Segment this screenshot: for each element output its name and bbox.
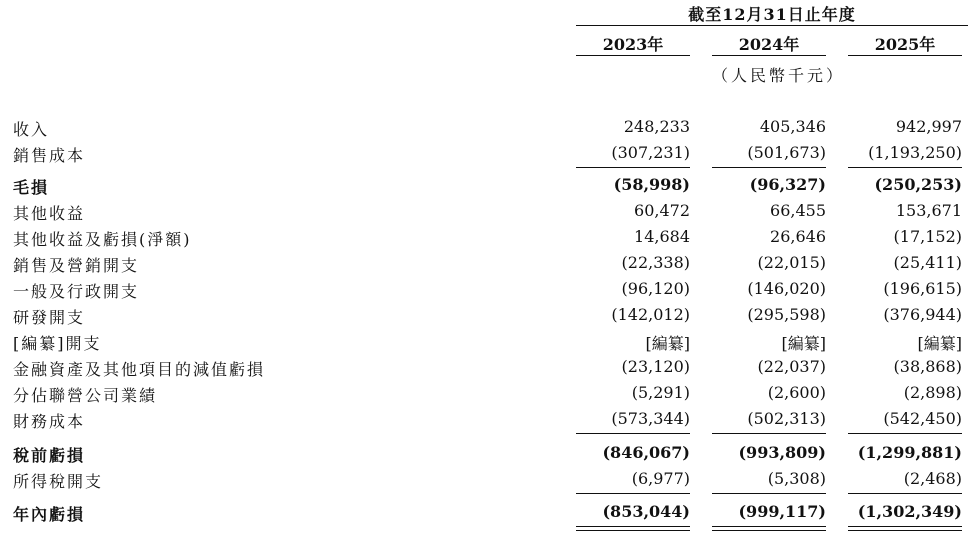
year-2025-rule bbox=[848, 55, 962, 56]
value-2024: (993,809) bbox=[738, 443, 826, 462]
row-label: 毛損 bbox=[13, 178, 50, 197]
value-2024: [編纂] bbox=[781, 334, 826, 353]
subtotal-rule bbox=[576, 167, 690, 168]
value-2023: (853,044) bbox=[602, 502, 690, 521]
value-2023: (96,120) bbox=[621, 279, 690, 298]
row-label: 銷售及營銷開支 bbox=[13, 256, 140, 275]
row-label: 財務成本 bbox=[13, 412, 86, 431]
value-2025: (1,193,250) bbox=[868, 143, 962, 162]
value-2024: (501,673) bbox=[747, 143, 826, 162]
value-2023: 60,472 bbox=[634, 201, 690, 220]
row-loss-before-tax bbox=[0, 443, 974, 469]
value-2024: (2,600) bbox=[767, 383, 826, 402]
currency-unit: （人民幣千元） bbox=[712, 66, 846, 85]
row-label: 其他收益及虧損(淨額) bbox=[13, 230, 192, 249]
row-label: 年內虧損 bbox=[13, 505, 86, 524]
value-2025: (376,944) bbox=[883, 305, 962, 324]
row-other-gains-losses bbox=[0, 227, 974, 253]
subtotal-rule bbox=[848, 493, 962, 494]
value-2023: (307,231) bbox=[611, 143, 690, 162]
year-2023-rule bbox=[576, 55, 690, 56]
value-2023: (142,012) bbox=[611, 305, 690, 324]
row-admin-expenses bbox=[0, 279, 974, 305]
row-label: 銷售成本 bbox=[13, 146, 86, 165]
row-cost-of-sales bbox=[0, 143, 974, 169]
subtotal-rule bbox=[576, 433, 690, 434]
row-impairment-losses bbox=[0, 357, 974, 383]
total-double-rule bbox=[848, 526, 962, 531]
row-label: 所得稅開支 bbox=[13, 472, 104, 491]
total-double-rule bbox=[576, 526, 690, 531]
value-2023: 14,684 bbox=[634, 227, 690, 246]
value-2025: (2,468) bbox=[903, 469, 962, 488]
value-2025: 153,671 bbox=[895, 201, 962, 220]
value-2025: (1,299,881) bbox=[857, 443, 962, 462]
value-2023: (22,338) bbox=[621, 253, 690, 272]
period-title: 截至12月31日止年度 bbox=[688, 5, 856, 24]
value-2023: (23,120) bbox=[621, 357, 690, 376]
value-2025: [編纂] bbox=[917, 334, 962, 353]
row-label: 分佔聯營公司業績 bbox=[13, 386, 158, 405]
value-2025: (25,411) bbox=[893, 253, 962, 272]
row-loss-for-year bbox=[0, 502, 974, 528]
value-2025: (250,253) bbox=[874, 175, 962, 194]
row-label: 其他收益 bbox=[13, 204, 86, 223]
row-selling-expenses bbox=[0, 253, 974, 279]
value-2024: 405,346 bbox=[759, 117, 826, 136]
subtotal-rule bbox=[576, 493, 690, 494]
row-rnd-expenses bbox=[0, 305, 974, 331]
value-2025: (1,302,349) bbox=[857, 502, 962, 521]
row-income-tax bbox=[0, 469, 974, 495]
value-2025: (542,450) bbox=[883, 409, 962, 428]
subtotal-rule bbox=[848, 167, 962, 168]
row-label: 一般及行政開支 bbox=[13, 282, 140, 301]
value-2025: (17,152) bbox=[893, 227, 962, 246]
value-2023: (6,977) bbox=[631, 469, 690, 488]
value-2024: (22,015) bbox=[757, 253, 826, 272]
value-2024: (502,313) bbox=[747, 409, 826, 428]
row-label: 收入 bbox=[13, 120, 50, 139]
value-2025: (196,615) bbox=[883, 279, 962, 298]
value-2024: (999,117) bbox=[738, 502, 826, 521]
subtotal-rule bbox=[712, 167, 826, 168]
value-2024: (5,308) bbox=[767, 469, 826, 488]
value-2023: [編纂] bbox=[645, 334, 690, 353]
year-2023-header: 2023年 bbox=[602, 35, 664, 54]
subtotal-rule bbox=[712, 493, 826, 494]
value-2023: 248,233 bbox=[623, 117, 690, 136]
value-2023: (846,067) bbox=[602, 443, 690, 462]
value-2024: (146,020) bbox=[747, 279, 826, 298]
value-2024: (96,327) bbox=[749, 175, 826, 194]
period-title-rule bbox=[576, 25, 968, 26]
value-2025: (2,898) bbox=[903, 383, 962, 402]
value-2024: (22,037) bbox=[757, 357, 826, 376]
value-2024: (295,598) bbox=[747, 305, 826, 324]
row-gross-loss bbox=[0, 175, 974, 201]
value-2023: (5,291) bbox=[631, 383, 690, 402]
row-associates-share bbox=[0, 383, 974, 409]
subtotal-rule bbox=[712, 433, 826, 434]
row-label: [編纂]開支 bbox=[13, 334, 102, 353]
subtotal-rule bbox=[848, 433, 962, 434]
year-2024-header: 2024年 bbox=[738, 35, 800, 54]
year-2024-rule bbox=[712, 55, 826, 56]
value-2024: 26,646 bbox=[770, 227, 826, 246]
row-other-income bbox=[0, 201, 974, 227]
year-2025-header: 2025年 bbox=[874, 35, 936, 54]
row-label: 研發開支 bbox=[13, 308, 86, 327]
row-revenue bbox=[0, 117, 974, 143]
value-2023: (58,998) bbox=[613, 175, 690, 194]
row-finance-costs bbox=[0, 409, 974, 435]
value-2023: (573,344) bbox=[611, 409, 690, 428]
row-label: 稅前虧損 bbox=[13, 446, 86, 465]
total-double-rule bbox=[712, 526, 826, 531]
value-2024: 66,455 bbox=[770, 201, 826, 220]
value-2025: (38,868) bbox=[893, 357, 962, 376]
row-label: 金融資產及其他項目的減值虧損 bbox=[13, 360, 266, 379]
row-redacted-expenses bbox=[0, 331, 974, 357]
value-2025: 942,997 bbox=[895, 117, 962, 136]
